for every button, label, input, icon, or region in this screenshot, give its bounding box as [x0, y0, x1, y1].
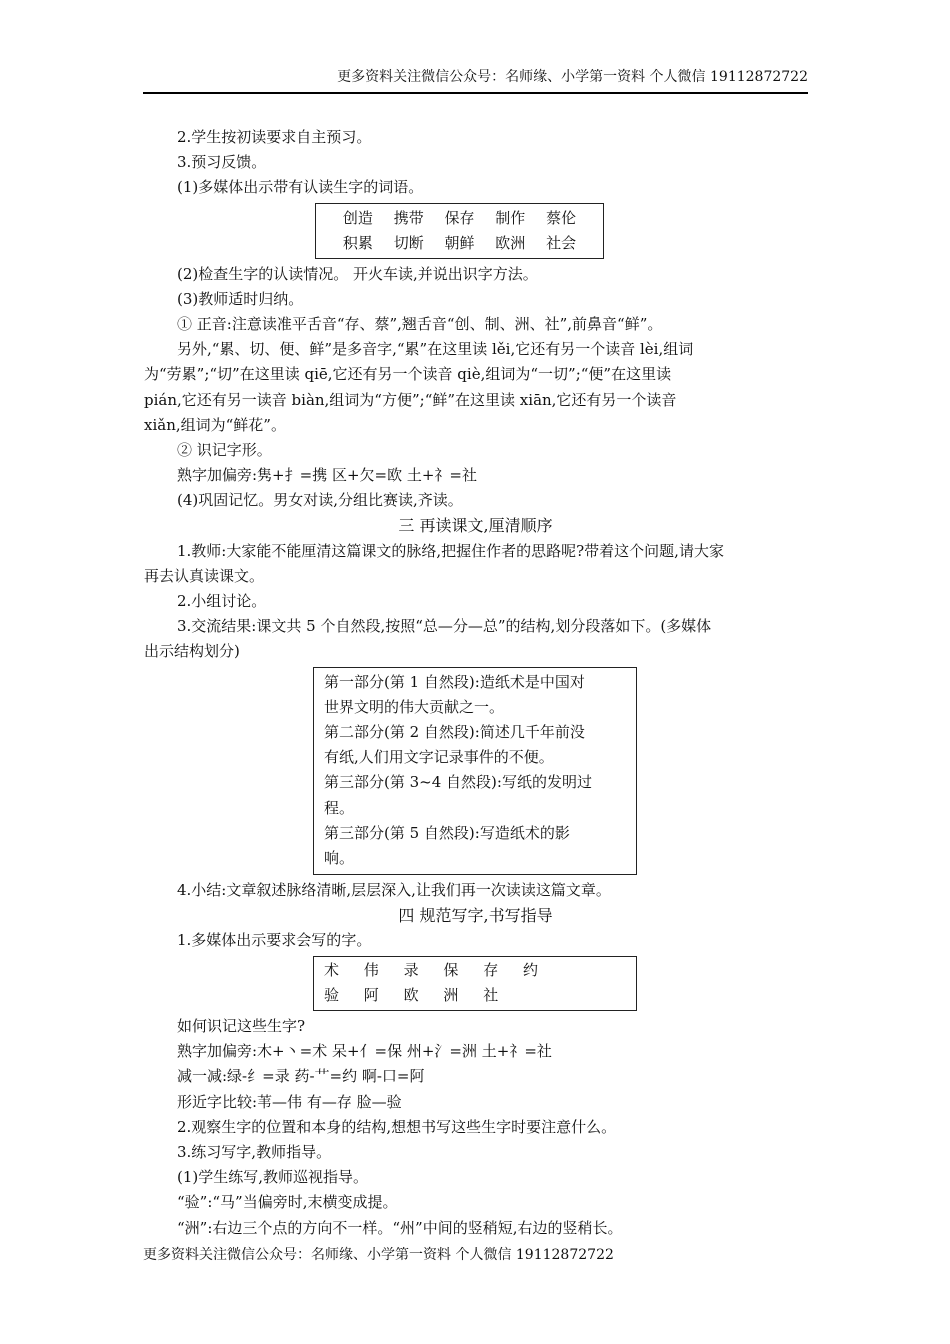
text-line: 2.观察生字的位置和本身的结构,想想书写这些生字时要注意什么。	[177, 1117, 617, 1136]
word: 保存	[444, 208, 475, 227]
text-line: 2.小组讨论。	[177, 592, 267, 610]
word: 制作	[495, 208, 526, 227]
character: 术	[324, 960, 340, 979]
structure-line: 世界文明的伟大贡献之一。	[324, 697, 505, 716]
structure-box	[313, 667, 637, 876]
text-line: 形近字比较:苇—伟 有—存 脸—验	[177, 1092, 402, 1111]
structure-line: 程。	[324, 798, 355, 817]
characters-row	[324, 983, 630, 1008]
section-heading: 三 再读课文,厘清顺序	[398, 516, 553, 536]
text-line: 出示结构划分)	[144, 642, 240, 661]
text-line: 2.学生按初读要求自主预习。	[177, 128, 372, 146]
text-line: 3.预习反馈。	[177, 153, 267, 172]
word: 携带	[393, 208, 424, 227]
word: 欧洲	[495, 233, 526, 252]
text-line: 4.小结:文章叙述脉络清晰,层层深入,让我们再一次读读这篇文章。	[177, 881, 611, 900]
word: 创造	[342, 208, 373, 227]
structure-line: 第三部分(第 3~4 自然段):写纸的发明过	[324, 773, 592, 792]
text-line: (3)教师适时归纳。	[177, 289, 304, 308]
text-line: 熟字加偏旁:木+丶=术 呆+亻=保 州+氵=洲 土+礻=社	[177, 1042, 552, 1061]
text-line: (1)学生练写,教师巡视指导。	[177, 1168, 369, 1187]
text-line: 3.练习写字,教师指导。	[177, 1142, 332, 1161]
text-line: pián,它还有另一读音 biàn,组词为“方便”;“鲜”在这里读 xiān,它还有另一个读音	[144, 390, 677, 409]
structure-line: 第三部分(第 5 自然段):写造纸术的影	[324, 823, 570, 842]
document-body	[144, 125, 807, 1241]
characters-box	[313, 956, 637, 1011]
character: 保	[443, 960, 459, 979]
section-heading: 四 规范写字,书写指导	[398, 906, 553, 926]
character: 验	[324, 985, 340, 1004]
character: 社	[483, 985, 499, 1004]
text-line: (4)巩固记忆。男女对读,分组比赛读,齐读。	[177, 491, 463, 510]
word: 切断	[393, 233, 424, 252]
word: 积累	[342, 233, 373, 252]
character: 洲	[443, 985, 459, 1004]
structure-line: 第二部分(第 2 自然段):简述几千年前没	[324, 722, 585, 741]
text-line: xiǎn,组词为“鲜花”。	[144, 415, 286, 434]
text-line: ② 识记字形。	[177, 440, 272, 459]
page-footer: 更多资料关注微信公众号：名师缘、小学第一资料 个人微信 19112872722	[143, 1247, 614, 1263]
character: 约	[522, 960, 538, 979]
text-line: 再去认真读课文。	[144, 566, 265, 585]
text-line: “洲”:右边三个点的方向不一样。“州”中间的竖稍短,右边的竖稍长。	[177, 1218, 623, 1237]
words-row	[316, 206, 603, 231]
character: 阿	[363, 985, 379, 1004]
text-line: 1.多媒体出示要求会写的字。	[177, 931, 372, 950]
words-row	[316, 231, 603, 256]
text-line: “验”:“马”当偏旁时,末横变成提。	[177, 1193, 398, 1212]
word: 社会	[546, 233, 577, 252]
text-line: (1)多媒体出示带有认读生字的词语。	[177, 178, 424, 197]
word: 朝鲜	[444, 233, 475, 252]
characters-row	[324, 958, 630, 983]
structure-line: 响。	[324, 848, 355, 867]
word: 蔡伦	[546, 208, 577, 227]
text-line: 减一减:绿-纟=录 药-艹=约 啊-口=阿	[177, 1067, 425, 1086]
character: 存	[483, 960, 499, 979]
text-line: 1.教师:大家能不能厘清这篇课文的脉络,把握住作者的思路呢?带着这个问题,请大家	[177, 541, 724, 560]
character: 欧	[403, 985, 419, 1004]
text-line: 如何识记这些生字?	[177, 1017, 306, 1035]
text-line: ① 正音:注意读准平舌音“存、蔡”,翘舌音“创、制、洲、社”,前鼻音“鲜”。	[177, 314, 663, 333]
text-line: 为“劳累”;“切”在这里读 qiē,它还有另一个读音 qiè,组词为“一切”;“便”在这里读	[144, 365, 672, 384]
structure-line: 第一部分(第 1 自然段):造纸术是中国对	[324, 672, 585, 691]
character: 录	[403, 960, 419, 979]
structure-line: 有纸,人们用文字记录事件的不便。	[324, 748, 554, 767]
text-line: 3.交流结果:课文共 5 个自然段,按照“总—分—总”的结构,划分段落如下。(多媒体	[177, 617, 712, 636]
character: 伟	[363, 960, 379, 979]
text-line: 熟字加偏旁:隽+扌=携 区+欠=欧 土+礻=社	[177, 466, 478, 485]
page-header: 更多资料关注微信公众号：名师缘、小学第一资料 个人微信 19112872722	[143, 66, 808, 94]
text-line: (2)检查生字的认读情况。 开火车读,并说出识字方法。	[177, 264, 538, 283]
text-line: 另外,“累、切、便、鲜”是多音字,“累”在这里读 lěi,它还有另一个读音 lèi,组词	[177, 340, 694, 359]
words-box	[315, 203, 604, 259]
